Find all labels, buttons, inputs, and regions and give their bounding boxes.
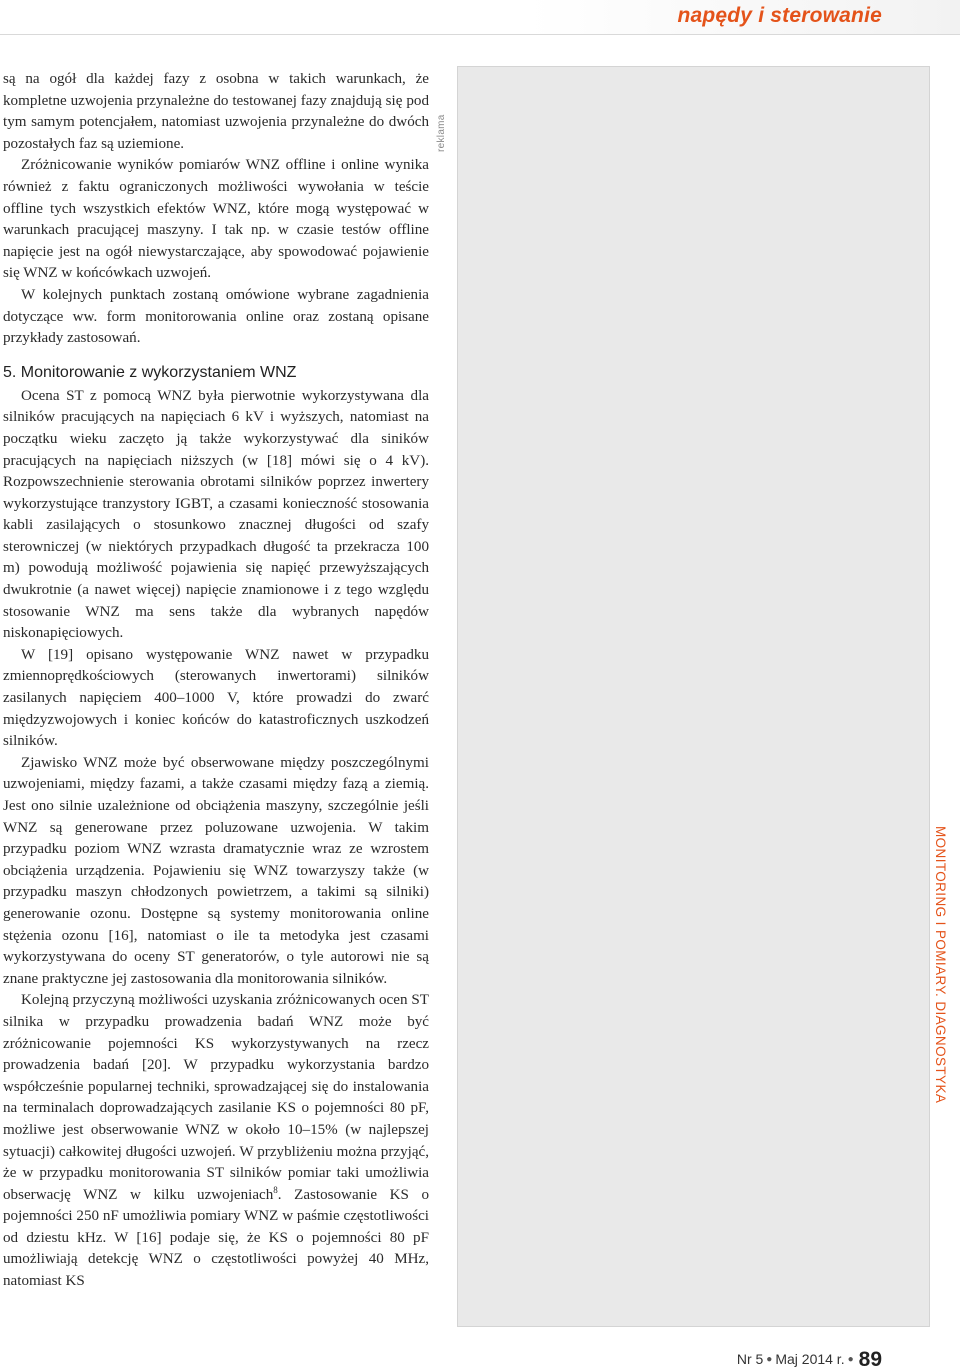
header-bar <box>0 0 960 35</box>
bullet-icon: ● <box>847 1354 854 1365</box>
paragraph-text: Kolejną przyczyną możliwości uzyskania zróżnicowanych ocen ST silnika w przypadku prowadzenia badań WNZ może być zróżnicowanie pojemności KS wykorzystywanych na rzecz prowadzenia badań [20]. W przypadku wykorzystania bardzo współcześnie popularnej techniki, sprowadzającej się do instalowania na terminalach doprowadzających zasilanie KS o pojemności 80 pF, możliwe jest obserwowanie WNZ w około 10–15% (w najlepszej sytuacji) całkowitej długości uzwojeń. W przybliżeniu można przyjąć, że w przypadku monitorowania ST silników pomiar taki umożliwia obserwację WNZ w kilku uzwojeniach <box>3 992 429 1203</box>
article-paragraph: W kolejnych punktach zostaną omówione wybrane zagadnienia dotyczące ww. form monitorowania online oraz zostaną opisane przykłady zastosowań. <box>3 286 429 347</box>
page-number: 89 <box>858 1348 882 1371</box>
footnote-ref: 8 <box>273 1184 278 1195</box>
bullet-icon: ● <box>766 1354 773 1365</box>
article-paragraph: Ocena ST z pomocą WNZ była pierwotnie wykorzystywana dla silników pracujących na napięciach 6 kV i wyższych, natomiast na początku wieku zaczęto ją także wykorzystywać dla siników pracujących na napięciach niższych (w [18] mówi się o 4 kV). Rozpowszechnienie sterowania obrotami silników poprzez inwertery wykorzystujące tranzystory IGBT, a czasami konieczność stosowania kabli zasilających o stosunkowo znacznej długości od szafy sterowniczej (w niektórych przypadkach długość ta przekracza 100 m) powodują możliwość pojawienia się napięć przewyższających dwukrotnie (a nawet więcej) napięcie znamionowe i z tego względu stosowanie WNZ ma sens także dla wybranych napędów niskonapięciowych. <box>3 387 429 642</box>
article-paragraph: W [19] opisano występowanie WNZ nawet w przypadku zmiennoprędkościowych (sterowanych inwertorami) silników zasilanych napięciem 400–1000 V, które prowadzi do zwarć międzyzwojowych i koniec końców do katastroficznych uszkodzeń silników. <box>3 646 429 750</box>
article-paragraph: są na ogół dla każdej fazy z osobna w takich warunkach, że kompletne uzwojenia przynależne do testowanej fazy znajdują się pod tym samym potencjałem, natomiast uzwojenia przynależne do dwóch pozostałych faz są uziemione. <box>3 71 429 152</box>
page-footer <box>737 1348 882 1372</box>
issue-date: Maj 2014 r. <box>775 1351 845 1367</box>
section-side-tab <box>928 826 952 1104</box>
ad-label: reklama <box>436 114 447 152</box>
article-paragraph: Zróżnicowanie wyników pomiarów WNZ offline i online wynika również z faktu ograniczonych możliwości wywołania w teście offline tych wszystkich efektów WNZ, które mogą występować w warunkach pracującej maszyny. I tak np. w czasie testów offline napięcie jest na ogół niewystarczające, aby spowodować pojawienie się WNZ w końcówkach uzwojeń. <box>3 157 429 282</box>
issue-number: Nr 5 <box>736 1351 764 1367</box>
article-column <box>3 69 429 1293</box>
advertisement-box[interactable] <box>457 66 930 1327</box>
article-paragraph: Zjawisko WNZ może być obserwowane między poszczególnymi uzwojeniami, między fazami, a także czasami między fazą a ziemią. Jest ono silnie uzależnione od obciążenia maszyny, szczególnie jeśli WNZ są generowane przez poluzowane uzwojenia. W takim przypadku poziom WNZ wzrasta dramatycznie wraz ze wzrostem obciążenia urządzenia. Pojawieniu się WNZ towarzyszy także (w przypadku maszyn chłodzonych powietrzem, a takimi są silniki) generowanie ozonu. Dostępne są systemy monitorowania online stężenia ozonu [16], natomiast o ile ta metodyka jest czasami wykorzystywana do oceny ST generatorów, o tyle autorowi nie są znane praktyczne jej zastosowania dla monitorowania silników. <box>3 754 429 987</box>
paragraph-text: . Zastosowanie KS o pojemności 250 nF umożliwia pomiary WNZ w paśmie częstotliwości od dziestu kHz. W [16] podaje się, że KS o pojemności 80 pF umożliwiają detekcję WNZ o częstotliwości powyżej 40 MHz, natomiast KS <box>3 1186 429 1290</box>
section-title: napędy i sterowanie <box>677 4 882 27</box>
section-heading: 5. Monitorowanie z wykorzystaniem WNZ <box>3 363 297 381</box>
article-paragraph-last <box>3 990 429 1292</box>
side-tab-label: MONITORING I POMIARY. DIAGNOSTYKA <box>933 826 948 1104</box>
